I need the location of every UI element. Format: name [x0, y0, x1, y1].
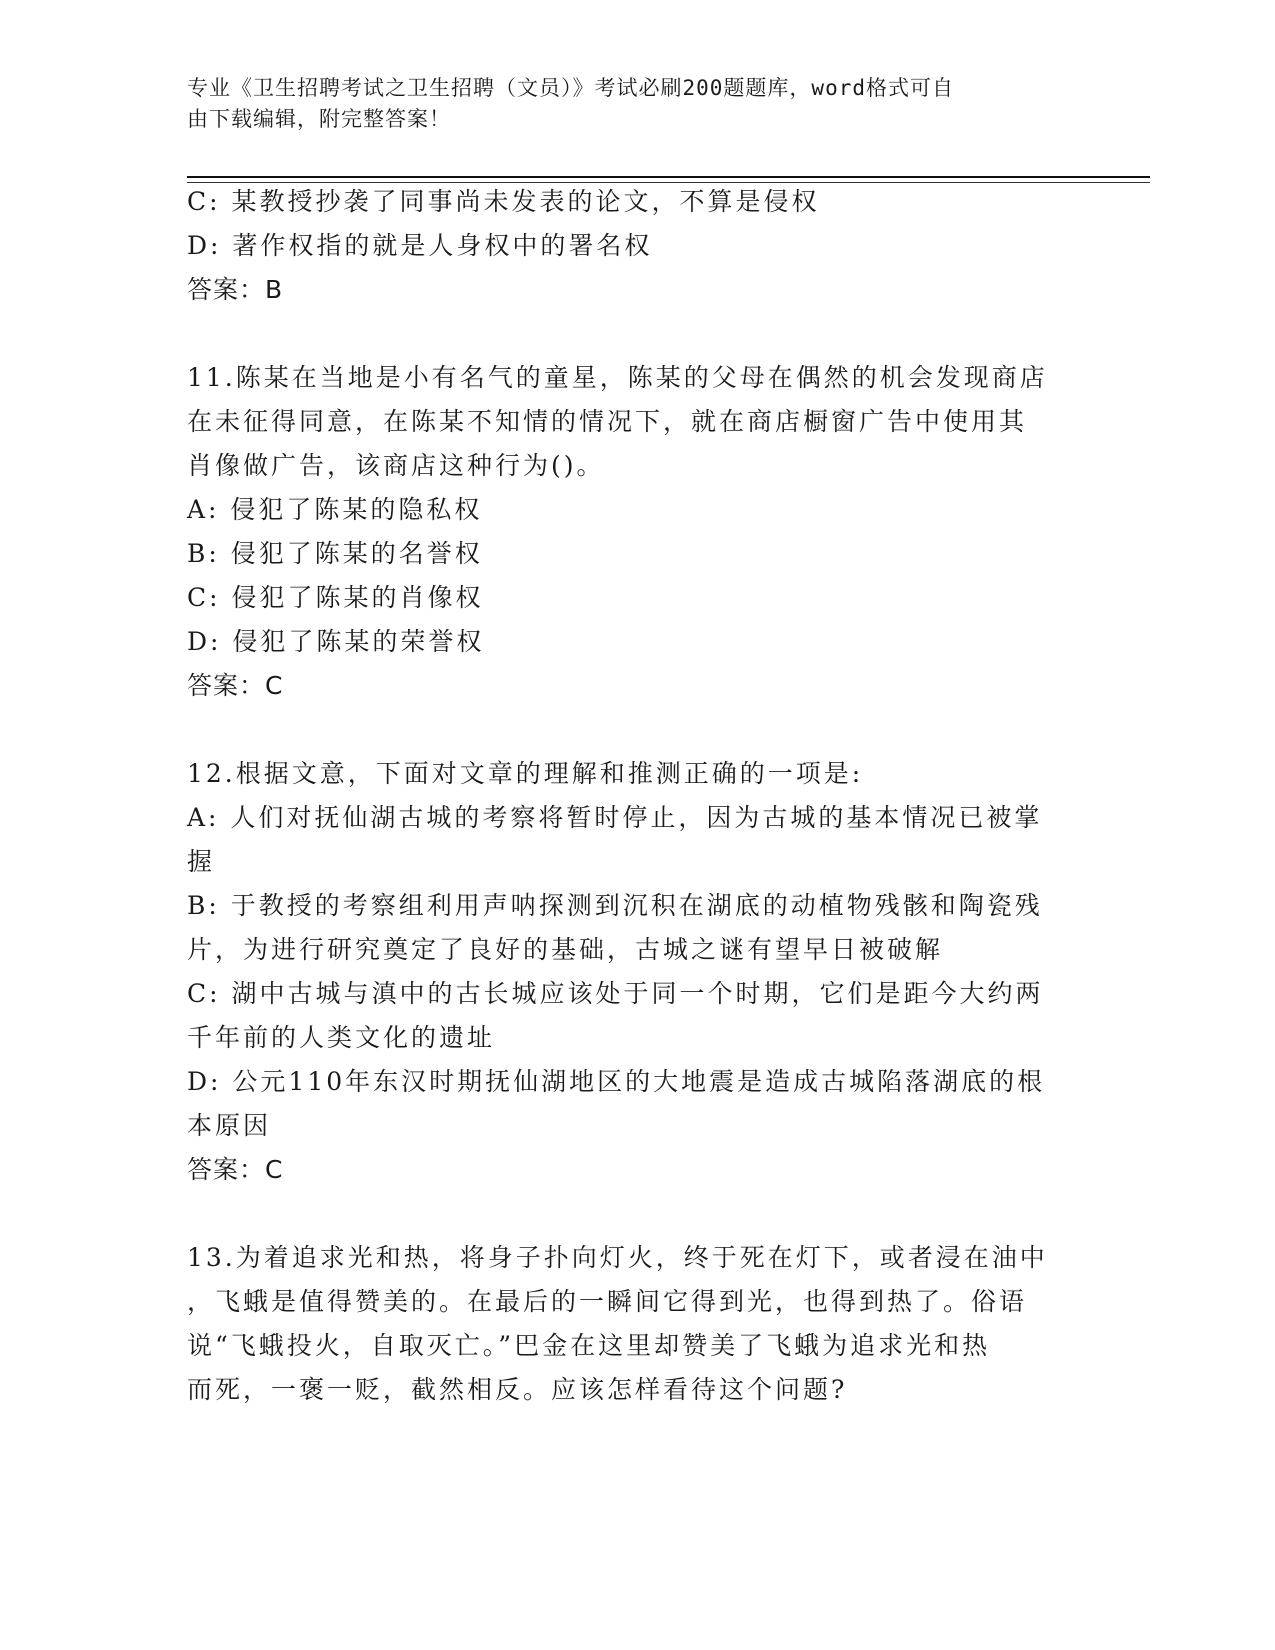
- document-header: [187, 73, 1067, 135]
- q11-option-c: C: 侵犯了陈某的肖像权: [187, 583, 484, 612]
- q12-stem: 12.根据文意，下面对文章的理解和推测正确的一项是:: [187, 759, 864, 788]
- q13-stem-line-2: ，飞蛾是值得赞美的。在最后的一瞬间它得到光，也得到热了。俗语: [187, 1287, 1028, 1316]
- q10-answer: 答案：B: [187, 275, 284, 304]
- header-divider-thick: [187, 176, 1150, 178]
- q11-stem-line-1: 11.陈某在当地是小有名气的童星，陈某的父母在偶然的机会发现商店: [187, 363, 1048, 392]
- q13-stem-line-1: 13.为着追求光和热，将身子扑向灯火，终于死在灯下，或者浸在油中: [187, 1243, 1048, 1272]
- header-title-line-2: 由下载编辑，附完整答案！: [187, 107, 451, 131]
- q12-option-d-line-1: D: 公元110年东汉时期抚仙湖地区的大地震是造成古城陷落湖底的根: [187, 1067, 1046, 1096]
- q11-answer: 答案：C: [187, 671, 284, 700]
- q13-stem-line-4: 而死，一褒一贬，截然相反。应该怎样看待这个问题?: [187, 1375, 848, 1404]
- header-divider-thin: [187, 182, 1150, 183]
- q11-option-a: A: 侵犯了陈某的隐私权: [187, 495, 483, 524]
- q12-option-a-line-2: 握: [187, 847, 216, 876]
- q12-option-b-line-2: 片，为进行研究奠定了良好的基础，古城之谜有望早日被破解: [187, 935, 944, 964]
- q10-option-c: C: 某教授抄袭了同事尚未发表的论文，不算是侵权: [187, 187, 820, 216]
- q12-option-d-line-2: 本原因: [187, 1111, 272, 1140]
- q11-option-b: B: 侵犯了陈某的名誉权: [187, 539, 483, 568]
- q12-option-c-line-2: 千年前的人类文化的遗址: [187, 1023, 496, 1052]
- q11-stem-line-2: 在未征得同意，在陈某不知情的情况下，就在商店橱窗广告中使用其: [187, 407, 1028, 436]
- header-title-line-1: 专业《卫生招聘考试之卫生招聘（文员）》考试必刷200题题库，word格式可自: [187, 76, 954, 100]
- q11-option-d: D: 侵犯了陈某的荣誉权: [187, 627, 485, 656]
- q12-answer: 答案：C: [187, 1155, 284, 1184]
- q12-option-a-line-1: A: 人们对抚仙湖古城的考察将暂时停止，因为古城的基本情况已被掌: [187, 803, 1043, 832]
- q10-option-d: D: 著作权指的就是人身权中的署名权: [187, 231, 653, 260]
- q12-option-b-line-1: B: 于教授的考察组利用声呐探测到沉积在湖底的动植物残骸和陶瓷残: [187, 891, 1043, 920]
- q11-stem-line-3: 肖像做广告，该商店这种行为()。: [187, 451, 605, 480]
- q13-stem-line-3: 说“飞蛾投火，自取灭亡。”巴金在这里却赞美了飞蛾为追求光和热: [187, 1331, 991, 1360]
- q12-option-c-line-1: C: 湖中古城与滇中的古长城应该处于同一个时期，它们是距今大约两: [187, 979, 1044, 1008]
